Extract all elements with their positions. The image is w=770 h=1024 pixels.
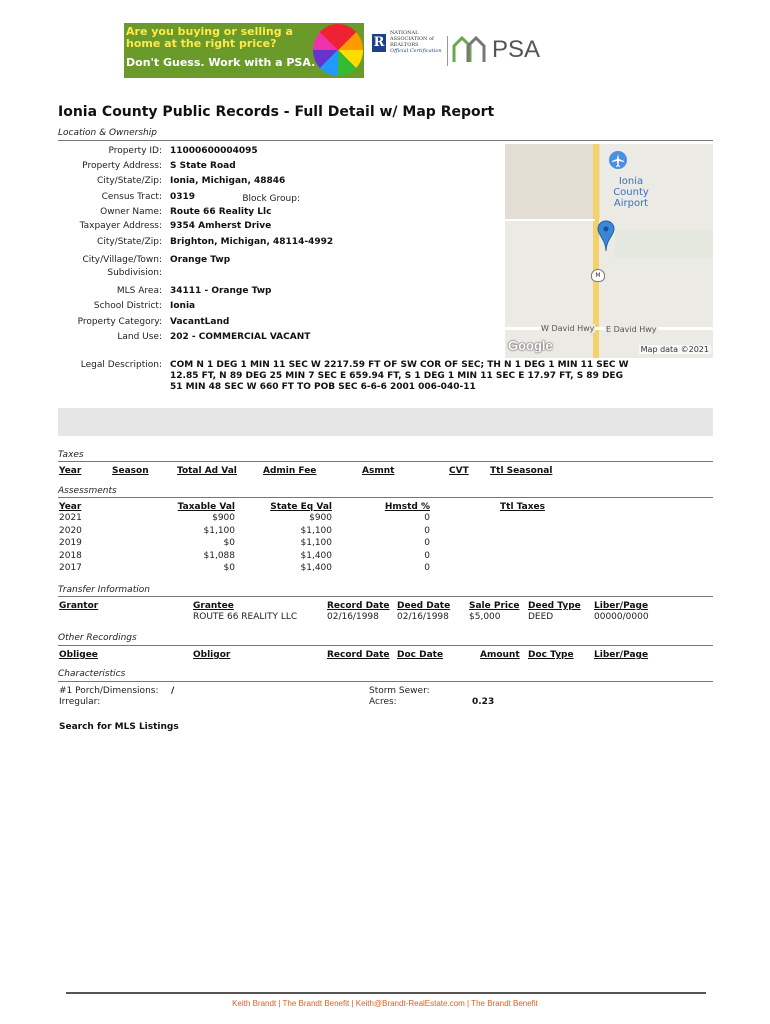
field-value: 9354 Amherst Drive — [170, 221, 272, 231]
psa-house-icon — [452, 34, 490, 64]
assess-taxable-val: $900 — [212, 513, 235, 523]
field-label: Owner Name: — [100, 207, 162, 217]
transfer-sale-price: $5,000 — [469, 612, 501, 622]
section-rule — [58, 140, 713, 141]
map-label-airport: Ionia County Airport — [613, 176, 649, 209]
assess-col-state-eq-val: State Eq Val — [270, 502, 332, 512]
transfer-col-grantor: Grantor — [59, 601, 99, 611]
tax-col-total-ad-val: Total Ad Val — [177, 466, 237, 476]
other-col-liber-page: Liber/Page — [594, 650, 649, 660]
assess-hmstd: 0 — [424, 525, 430, 536]
field-value: Brighton, Michigan, 48114-4992 — [170, 237, 334, 247]
tax-col-cvt: CVT — [449, 466, 469, 476]
other-col-obligee: Obligee — [59, 650, 98, 660]
report-title: Ionia County Public Records - Full Detail w/ Map Report — [58, 104, 495, 120]
transfer-col-deed-date: Deed Date — [397, 601, 451, 611]
field-value: Orange Twp — [170, 255, 231, 265]
section-heading-assessments: Assessments — [58, 486, 117, 496]
transfer-deed-date: 02/16/1998 — [397, 612, 449, 622]
nar-certification-text: NATIONAL ASSOCIATION of REALTORS Official Certification — [390, 30, 442, 54]
field-label: City/State/Zip: — [97, 237, 162, 247]
block-group-label: Block Group: — [242, 194, 300, 204]
tax-col-year: Year — [59, 466, 82, 476]
assess-state-eq-val: $1,400 — [300, 550, 332, 561]
separator-bar — [58, 408, 713, 436]
transfer-col-record-date: Record Date — [327, 601, 390, 611]
other-col-doc-date: Doc Date — [397, 650, 444, 660]
assess-hmstd: 0 — [424, 538, 430, 548]
legal-description-label: Legal Description: — [80, 360, 162, 370]
tax-col-season: Season — [112, 466, 149, 476]
section-heading-characteristics: Characteristics — [58, 669, 126, 679]
assess-year: 2021 — [59, 513, 82, 523]
map-road-minor — [505, 219, 595, 221]
assess-taxable-val: $0 — [223, 538, 235, 548]
assess-hmstd: 0 — [424, 563, 430, 573]
other-col-amount: Amount — [480, 650, 520, 660]
assess-year: 2019 — [59, 538, 82, 548]
property-map[interactable] — [505, 144, 713, 358]
storm-sewer-label: Storm Sewer: — [369, 686, 430, 696]
field-label: MLS Area: — [116, 286, 162, 296]
section-heading-transfer: Transfer Information — [58, 585, 150, 595]
map-label-road-left: W David Hwy — [541, 324, 595, 333]
field-value: Route 66 Reality Llc — [170, 207, 272, 217]
assess-year: 2020 — [59, 525, 82, 536]
field-label: School District: — [93, 301, 162, 311]
field-label: Property Address: — [82, 161, 162, 171]
field-label: City/State/Zip: — [97, 176, 162, 186]
map-park-area — [615, 229, 713, 259]
acres-value: 0.23 — [472, 697, 495, 707]
assess-state-eq-val: $1,100 — [300, 538, 332, 548]
assess-state-eq-val: $1,400 — [300, 563, 332, 573]
field-label: Taxpayer Address: — [79, 221, 162, 231]
section-rule — [58, 681, 713, 682]
legal-description-value: COM N 1 DEG 1 MIN 11 SEC W 2217.59 FT OF SW COR OF SEC; TH N 1 DEG 1 MIN 11 SEC W 12.85 FT, N 89 DEG 25 MIN 7 SEC E 659.94 FT, S 1 DEG 1 MIN 11 SEC E 17.97 FT, S 89 DEG 51 MIN 48 SEC W 660 FT TO POB SEC 6-6-6 2001 006-040-11 — [170, 360, 629, 392]
transfer-col-deed-type: Deed Type — [528, 601, 581, 611]
field-label: Census Tract: — [101, 192, 162, 202]
transfer-col-liber-page: Liber/Page — [594, 601, 649, 611]
assess-state-eq-val: $1,100 — [300, 525, 332, 536]
map-attribution: Map data ©2021 — [640, 345, 709, 354]
field-value: 11000600004095 — [170, 146, 258, 156]
section-heading-other-recordings: Other Recordings — [58, 633, 137, 643]
field-value: 202 - COMMERCIAL VACANT — [170, 332, 311, 342]
field-label: Property ID: — [108, 146, 162, 156]
field-value: 0319 — [170, 192, 196, 202]
transfer-col-sale-price: Sale Price — [469, 601, 520, 611]
field-label: Property Category: — [77, 317, 162, 327]
realtor-logo-icon: R — [373, 35, 385, 50]
tax-col-asmnt: Asmnt — [362, 466, 395, 476]
transfer-deed-type: DEED — [528, 612, 554, 622]
google-logo: Google — [508, 338, 553, 353]
section-rule — [58, 596, 713, 597]
field-value: Ionia — [170, 301, 196, 311]
assess-taxable-val: $1,088 — [203, 550, 235, 561]
field-value: S State Road — [170, 161, 236, 171]
acres-label: Acres: — [369, 697, 397, 707]
assess-col-ttl-taxes: Ttl Taxes — [500, 502, 545, 512]
road-shield-icon: M — [591, 269, 605, 282]
assess-hmstd: 0 — [424, 513, 430, 523]
assess-hmstd: 0 — [424, 550, 430, 561]
transfer-liber-page: 00000/0000 — [594, 612, 649, 622]
tax-col-admin-fee: Admin Fee — [263, 466, 317, 476]
porch-dimensions-value: / — [171, 686, 175, 696]
other-col-obligor: Obligor — [193, 650, 231, 660]
ad-banner-tagline: Don't Guess. Work with a PSA. — [126, 56, 316, 69]
search-mls-link[interactable]: Search for MLS Listings — [59, 722, 179, 732]
section-heading-location: Location & Ownership — [58, 128, 157, 138]
footer-rule — [66, 992, 706, 994]
divider — [447, 36, 448, 66]
map-label-road-right: E David Hwy — [606, 325, 657, 334]
transfer-col-grantee: Grantee — [193, 601, 234, 611]
ad-banner-headline: Are you buying or selling a home at the right price? — [126, 25, 293, 50]
section-rule — [58, 461, 713, 462]
porch-dimensions-label: #1 Porch/Dimensions: — [59, 686, 159, 696]
assess-state-eq-val: $900 — [309, 513, 332, 523]
assess-year: 2018 — [59, 550, 82, 561]
assess-year: 2017 — [59, 563, 82, 573]
color-wheel-icon — [313, 24, 363, 76]
assess-col-year: Year — [59, 502, 82, 512]
field-value: 34111 - Orange Twp — [170, 286, 272, 296]
transfer-grantee: ROUTE 66 REALITY LLC — [193, 612, 298, 622]
section-rule — [58, 497, 713, 498]
psa-logo-text: PSA — [492, 36, 541, 63]
field-label: City/Village/Town: — [82, 255, 162, 265]
field-label: Land Use: — [117, 332, 162, 342]
map-shaded-area — [505, 144, 600, 219]
section-rule — [58, 645, 713, 646]
map-pin-icon — [597, 220, 615, 252]
other-col-record-date: Record Date — [327, 650, 390, 660]
tax-col-ttl-seasonal: Ttl Seasonal — [490, 466, 553, 476]
field-value: Ionia, Michigan, 48846 — [170, 176, 286, 186]
section-heading-taxes: Taxes — [58, 450, 84, 460]
transfer-record-date: 02/16/1998 — [327, 612, 379, 622]
airport-icon — [608, 150, 628, 170]
irregular-label: Irregular: — [59, 697, 101, 707]
assess-col-taxable-val: Taxable Val — [177, 502, 235, 512]
footer-text: Keith Brandt | The Brandt Benefit | Keith@Brandt-RealEstate.com | The Brandt Benefit — [232, 999, 538, 1008]
assess-taxable-val: $1,100 — [203, 525, 235, 536]
other-col-doc-type: Doc Type — [528, 650, 574, 660]
field-value: VacantLand — [170, 317, 230, 327]
field-label: Subdivision: — [107, 268, 162, 278]
assess-taxable-val: $0 — [223, 563, 235, 573]
assess-col-hmstd: Hmstd % — [384, 502, 430, 512]
